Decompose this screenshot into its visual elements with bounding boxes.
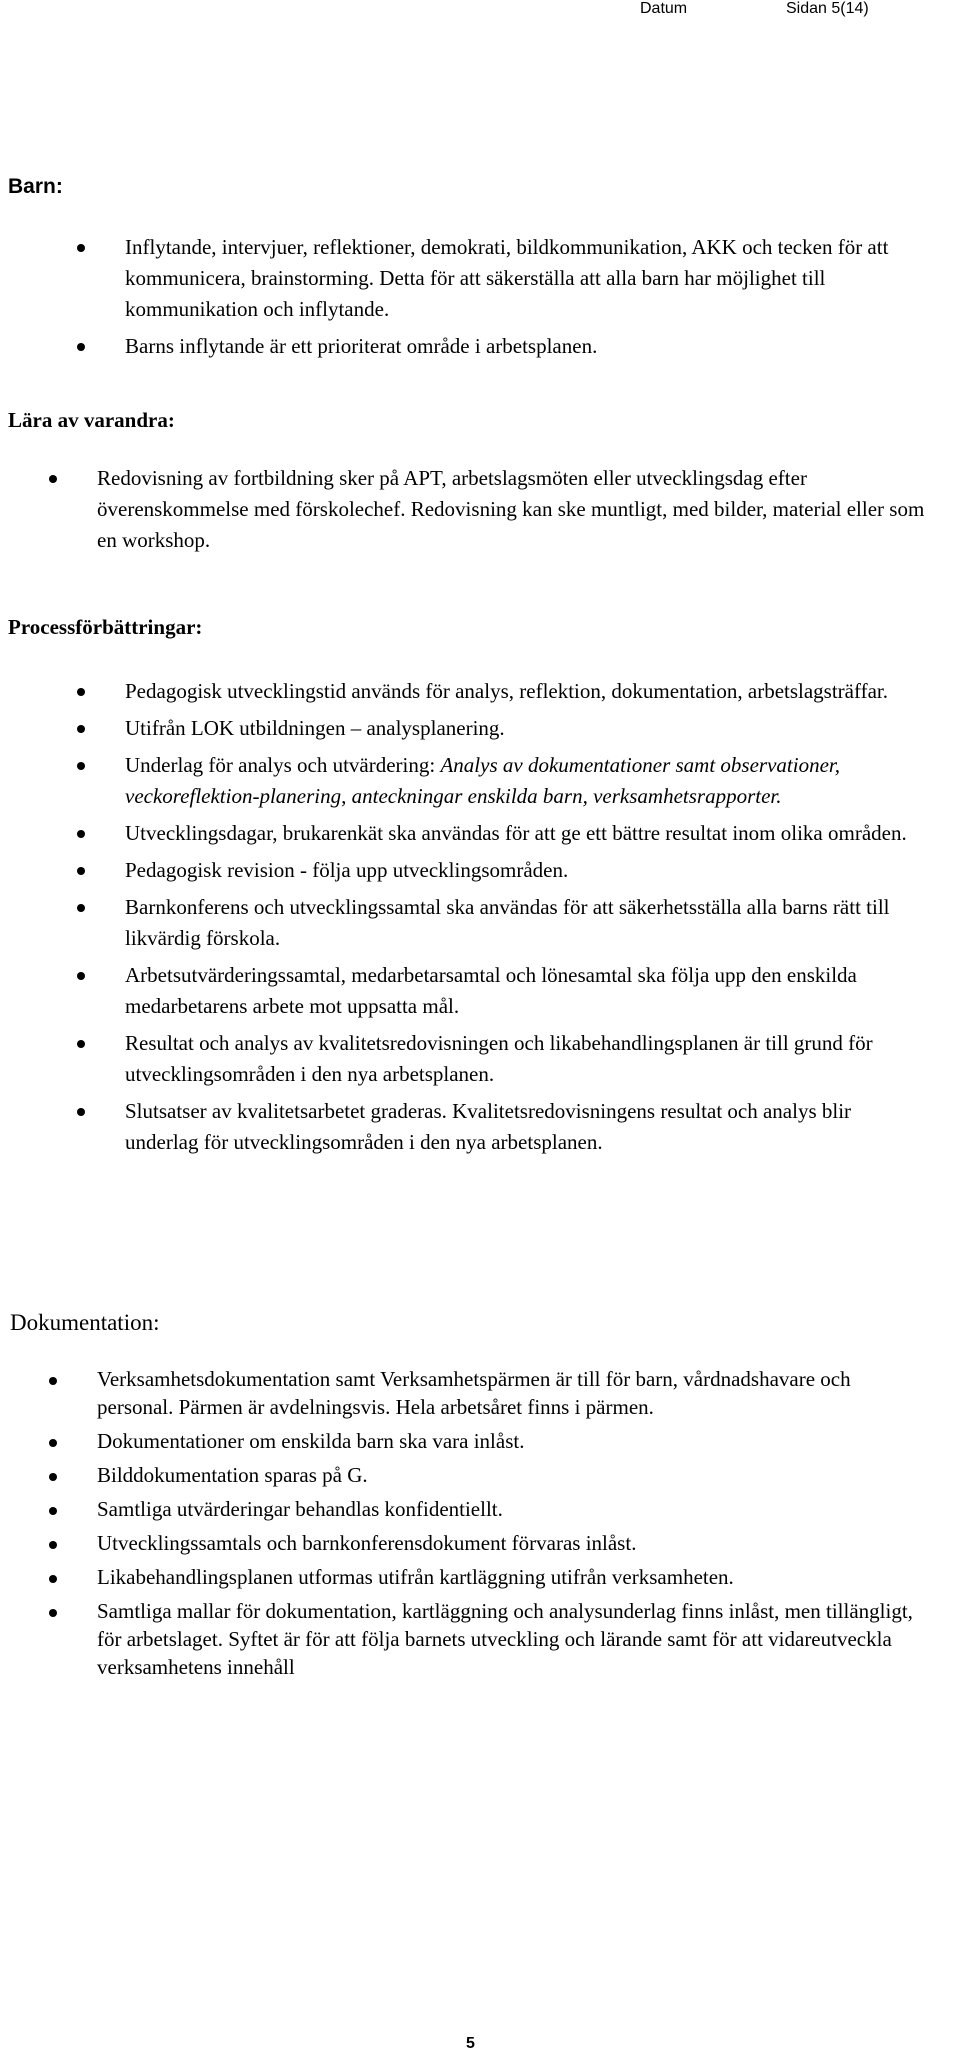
bullet-icon [77,867,85,875]
bullet-icon [49,1473,57,1481]
list-item: Utvecklingssamtals och barnkonferensdokument förvaras inlåst. [97,1529,917,1557]
list-item: Utvecklingsdagar, brukarenkät ska användas för att ge ett bättre resultat inom olika områden. [125,818,925,849]
bullet-icon [77,972,85,980]
list-item: Likabehandlingsplanen utformas utifrån kartläggning utifrån verksamheten. [97,1563,917,1591]
list-item: Inflytande, intervjuer, reflektioner, demokrati, bildkommunikation, AKK och tecken för att kommunicera, brainstorming. Detta för att säkerställa att alla barn har möjlighet till kommunikation och inflytande. [125,232,905,325]
bullet-icon [77,904,85,912]
list-item: Samtliga mallar för dokumentation, kartläggning och analysunderlag finns inlåst, men tillängligt, för arbetslaget. Syftet är för att följa barnets utveckling och lärande samt för att vidareutveckla verksamhetens innehåll [97,1597,917,1681]
bullet-icon [77,830,85,838]
list-item: Samtliga utvärderingar behandlas konfidentiellt. [97,1495,917,1523]
section-heading-lara: Lära av varandra: [8,408,175,432]
bullet-icon [49,475,57,483]
list-item: Barns inflytande är ett prioriterat område i arbetsplanen. [125,331,905,362]
list-item: Dokumentationer om enskilda barn ska vara inlåst. [97,1427,917,1455]
bullet-icon [77,762,85,770]
list-item: Slutsatser av kvalitetsarbetet graderas. Kvalitetsredovisningens resultat och analys blir underlag för utvecklingsområden i den nya arbetsplanen. [125,1096,925,1158]
list-item: Pedagogisk utvecklingstid används för analys, reflektion, dokumentation, arbetslagsträffar. [125,676,925,707]
list-item: Redovisning av fortbildning sker på APT, arbetslagsmöten eller utvecklingsdag efter överenskommelse med förskolechef. Redovisning kan ske muntligt, med bilder, material eller som en workshop. [97,463,927,556]
section-heading-barn: Barn: [8,175,63,198]
bullet-icon [49,1507,57,1515]
process-list [125,676,925,1164]
date-label: Datum [640,0,688,17]
page-indicator: Sidan 5(14) [786,0,869,17]
list-item: Barnkonferens och utvecklingssamtal ska användas för att säkerhetsställa alla barns rätt till likvärdig förskola. [125,892,925,954]
section-heading-dokumentation: Dokumentation: [10,1310,160,1335]
list-item: Pedagogisk revision - följa upp utvecklingsområden. [125,855,925,886]
list-item: Verksamhetsdokumentation samt Verksamhetspärmen är till för barn, vårdnadshavare och personal. Pärmen är avdelningsvis. Hela arbetsåret finns i pärmen. [97,1365,917,1421]
barn-list [125,232,905,368]
bullet-icon [77,725,85,733]
bullet-icon [77,1040,85,1048]
page-number: 5 [466,2035,475,2052]
bullet-icon [77,244,85,252]
bullet-icon [77,688,85,696]
bullet-icon [49,1377,57,1385]
bullet-icon [49,1609,57,1617]
list-item: Arbetsutvärderingssamtal, medarbetarsamtal och lönesamtal ska följa upp den enskilda medarbetarens arbete mot uppsatta mål. [125,960,925,1022]
underlag-prefix: Underlag för analys och utvärdering: [125,753,441,777]
bullet-icon [49,1439,57,1447]
list-item [125,750,925,812]
page-header [0,0,960,24]
list-item: Utifrån LOK utbildningen – analysplanering. [125,713,925,744]
lara-list [97,463,927,562]
underlag-italic: Analys av dokumentationer samt observationer, veckoreflektion-planering, anteckningar enskilda barn, verksamhetsrapporter. [125,753,841,808]
bullet-icon [77,343,85,351]
dokumentation-list [97,1365,917,1687]
bullet-icon [77,1108,85,1116]
bullet-icon [49,1541,57,1549]
list-item: Resultat och analys av kvalitetsredovisningen och likabehandlingsplanen är till grund för utvecklingsområden i den nya arbetsplanen. [125,1028,925,1090]
section-heading-process: Processförbättringar: [8,615,203,639]
bullet-icon [49,1575,57,1583]
list-item: Bilddokumentation sparas på G. [97,1461,917,1489]
